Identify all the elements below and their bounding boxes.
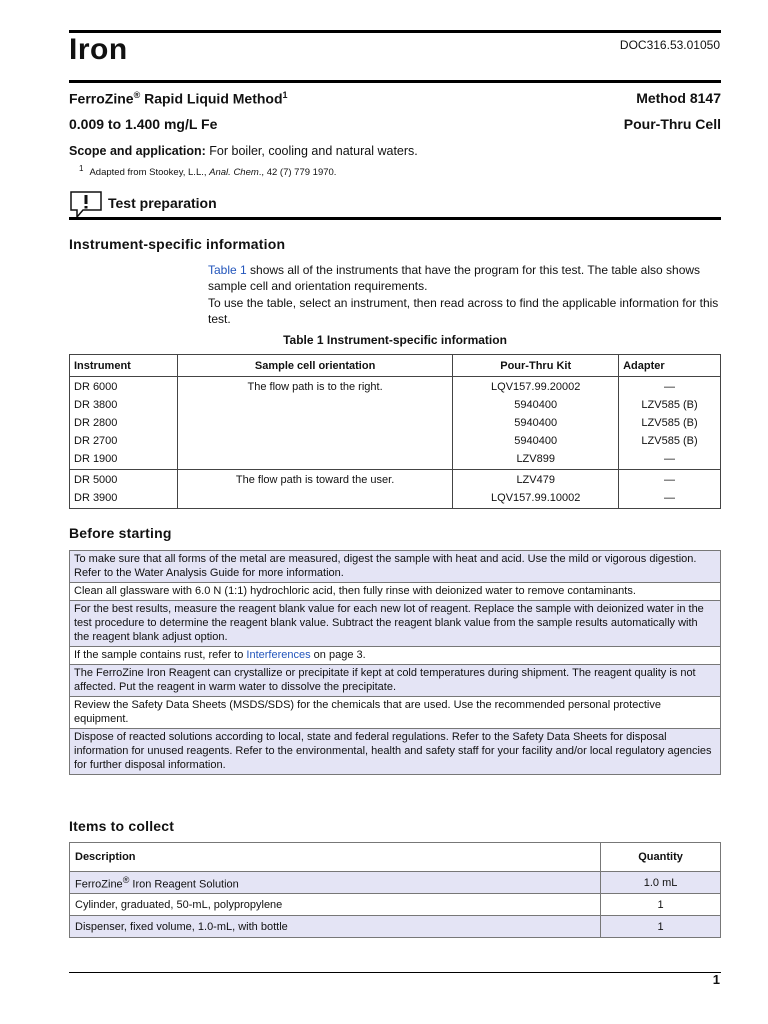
column-header: Instrument bbox=[70, 355, 178, 377]
table-row: If the sample contains rust, refer to Interferences on page 3. bbox=[70, 647, 721, 665]
cell-type: Pour-Thru Cell bbox=[623, 116, 721, 132]
instrument-para-1: Table 1 shows all of the instruments that have the program for this test. The table also shows sample cell and orientation requirements. bbox=[208, 263, 701, 293]
table-row: To make sure that all forms of the metal are measured, digest the sample with heat and acid. Use the mild or vigorous digestion. Refer to the Water Analysis Guide for more information. bbox=[70, 551, 721, 583]
test-prep-rule bbox=[69, 217, 721, 220]
table-row: Clean all glassware with 6.0 N (1:1) hydrochloric acid, then fully rinse with deionized water to remove contaminants. bbox=[70, 583, 721, 601]
scope: Scope and application: For boiler, cooling and natural waters. bbox=[69, 144, 418, 158]
instrument-cell: DR 6000 DR 3800 DR 2800 DR 2700 DR 1900 bbox=[70, 377, 178, 470]
method-number: Method 8147 bbox=[636, 90, 721, 106]
table-header-row bbox=[70, 843, 721, 872]
table-row: Cylinder, graduated, 50-mL, polypropylene 1 bbox=[70, 894, 721, 916]
column-header: Pour-Thru Kit bbox=[453, 355, 619, 377]
table-row: Dispose of reacted solutions according to local, state and federal regulations. Refer to the Safety Data Sheets for disposal information for unused reagents. Refer to the environmental, health and safety staff for your facility and/or local regulatory agencies for further disposal information. bbox=[70, 729, 721, 775]
range-row bbox=[69, 116, 721, 132]
instrument-para-2: To use the table, select an instrument, then read across to find the applicable information for this test. bbox=[208, 296, 719, 326]
column-header: Sample cell orientation bbox=[177, 355, 452, 377]
orientation-cell: The flow path is to the right. bbox=[177, 377, 452, 470]
items-table bbox=[69, 842, 721, 938]
method-name: FerroZine® Rapid Liquid Method$^1$ bbox=[69, 90, 288, 107]
before-starting-heading: Before starting bbox=[69, 525, 172, 541]
table-row: FerroZine® Iron Reagent Solution 1.0 mL bbox=[70, 872, 721, 894]
table-header-row bbox=[70, 355, 721, 377]
adapter-cell: — LZV585 (B) LZV585 (B) LZV585 (B) — bbox=[619, 377, 721, 470]
column-header: Description bbox=[70, 843, 601, 872]
interferences-link[interactable]: Interferences bbox=[246, 649, 311, 661]
method-row bbox=[69, 90, 721, 107]
instrument-cell: DR 5000 DR 3900 bbox=[70, 470, 178, 509]
instrument-table bbox=[69, 354, 721, 509]
kit-cell: LZV479 LQV157.99.10002 bbox=[453, 470, 619, 509]
column-header: Quantity bbox=[601, 843, 721, 872]
table-row bbox=[70, 377, 721, 470]
footnote: $^1$ Adapted from Stookey, L.L., Anal. Chem., 42 (7) 779 1970. bbox=[79, 164, 337, 179]
table-caption: Table 1 Instrument-specific information bbox=[283, 333, 507, 347]
table-row: Dispenser, fixed volume, 1.0-mL, with bottle 1 bbox=[70, 916, 721, 938]
test-preparation-heading: Test preparation bbox=[108, 195, 217, 211]
table-1-link[interactable]: Table 1 bbox=[208, 263, 247, 277]
table-row: The FerroZine Iron Reagent can crystallize or precipitate if kept at cold temperatures during shipment. The reagent quality is not affected. Put the reagent in warm water to dissolve the precipitate. bbox=[70, 665, 721, 697]
before-starting-table bbox=[69, 550, 721, 775]
column-header: Adapter bbox=[619, 355, 721, 377]
footer-rule bbox=[69, 972, 721, 973]
orientation-cell: The flow path is toward the user. bbox=[177, 470, 452, 509]
page-title: Iron bbox=[69, 33, 128, 66]
top-rule bbox=[69, 30, 721, 33]
items-to-collect-heading: Items to collect bbox=[69, 818, 175, 834]
kit-cell: LQV157.99.20002 5940400 5940400 5940400 LZV899 bbox=[453, 377, 619, 470]
range: 0.009 to 1.400 mg/L Fe bbox=[69, 116, 218, 132]
table-row: Review the Safety Data Sheets (MSDS/SDS) for the chemicals that are used. Use the recommended personal protective equipment. bbox=[70, 697, 721, 729]
title-rule bbox=[69, 80, 721, 83]
table-row bbox=[70, 470, 721, 509]
page-number: 1 bbox=[712, 972, 720, 987]
instrument-info-heading: Instrument-specific information bbox=[69, 236, 286, 252]
adapter-cell: — — bbox=[619, 470, 721, 509]
table-row: For the best results, measure the reagent blank value for each new lot of reagent. Replace the sample with deionized water in the test procedure to determine the reagent blank value. Subtract the reagent blank value from the sample results automatically with the reagent blank adjust option. bbox=[70, 601, 721, 647]
doc-number: DOC316.53.01050 bbox=[619, 38, 720, 52]
